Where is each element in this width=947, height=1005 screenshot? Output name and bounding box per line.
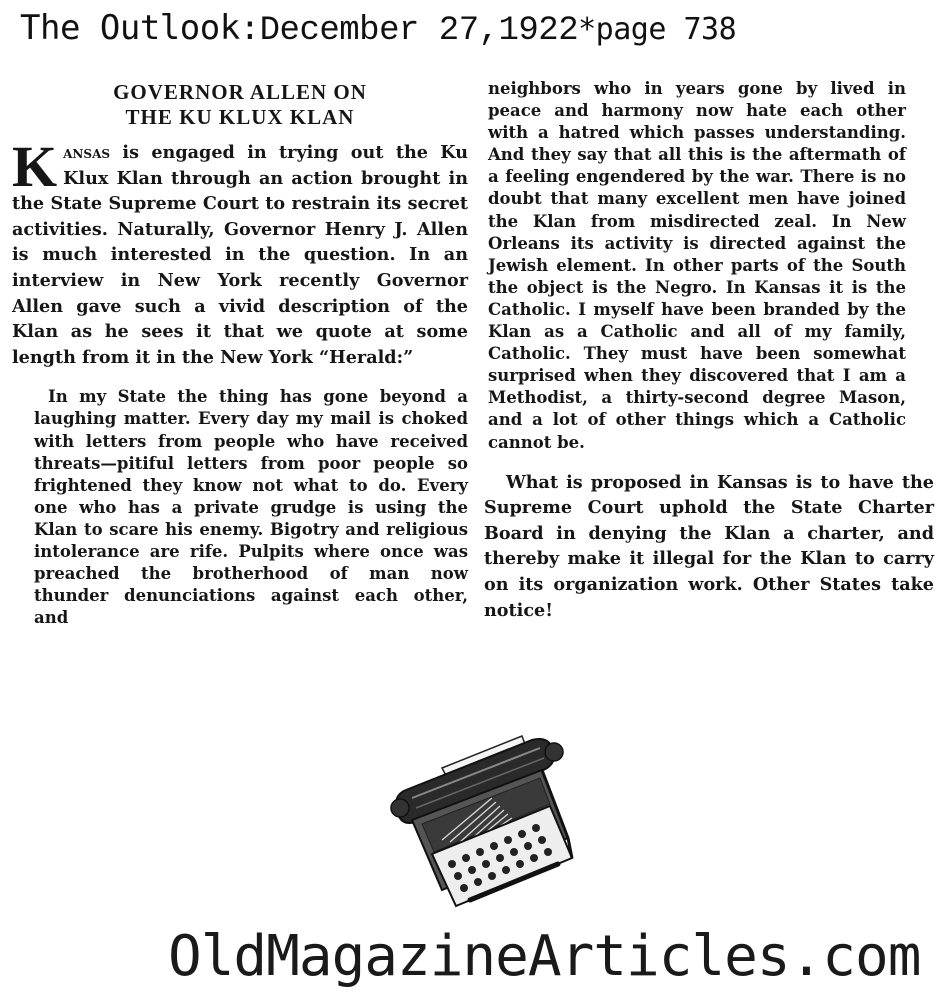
right-column [484,78,934,623]
typewriter-icon [372,728,584,910]
site-watermark: OldMagazineArticles.com [168,924,921,989]
lead-smallcaps-word: ansas [63,142,111,163]
lead-paragraph [12,134,468,370]
header-separator: : [239,8,260,48]
left-column [12,80,468,629]
page-header [20,8,736,50]
quote-paragraph-part-2: neighbors who in years gone by lived in peace and harmony now hate each other with a hatred which passes understanding. And they say that all this is the aftermath of a feeling engendered by the war. There is no doubt that many excellent men have joined the Klan from misdirected zeal. In New Orleans its activity is directed against the Jewish element. In other parts of the South the object is the Negro. In Kansas it is the Catholic. I myself have been branded by the Klan as a Catholic and all of my family, Catholic. They must have been somewhat surprised when they discovered that I am a Methodist, a thirty-second degree Mason, and a lot of other things which a Catholic cannot be. [488,79,906,452]
headline-line-2: THE KU KLUX KLAN [125,105,355,129]
headline-line-1: GOVERNOR ALLEN ON [113,80,367,104]
publication-name: The Outlook [20,8,240,48]
closing-paragraph: What is proposed in Kansas is to have the Supreme Court uphold the State Charter Board in denying the Klan a charter, and thereby make it illegal for the Klan to carry on its organization work. Other States take notice! [484,471,934,621]
drop-cap: K [12,134,58,199]
issue-date: December 27,1922 [259,12,579,50]
page-number: *page 738 [578,12,737,47]
lead-text: is engaged in trying out the Ku Klux Klan through an action brought in the State Supreme Court to restrain its secret activities. Naturally, Governor Henry J. Allen is much interested in the question. In an interview in New York recently Governor Allen gave such a vivid description of the Klan as he sees it that we quote at some length from it in the New York “Herald:” [12,142,468,368]
article-headline [12,80,468,130]
quote-paragraph-part-1: In my State the thing has gone beyond a laughing matter. Every day my mail is choked with letters from people who have received threats—pitiful letters from poor people so frightened they know not what to do. Every one who has a private grudge is using the Klan to scare his enemy. Bigotry and religious intolerance are rife. Pulpits where once was preached the brotherhood of man now thunder denunciations against each other, and [34,387,468,628]
